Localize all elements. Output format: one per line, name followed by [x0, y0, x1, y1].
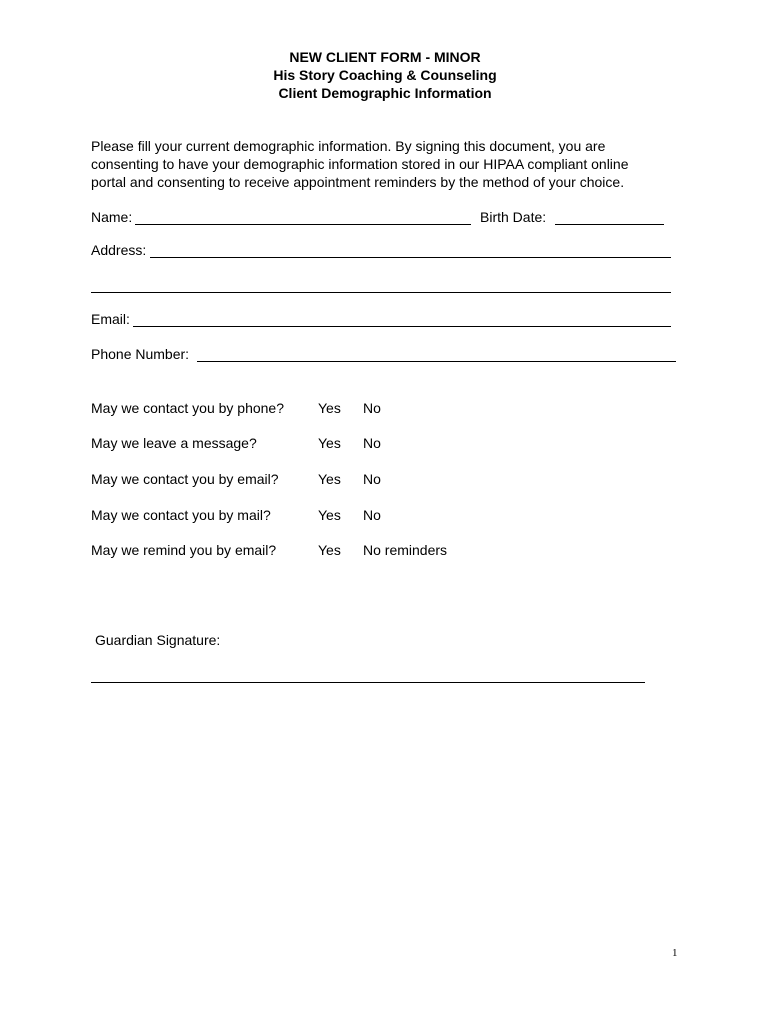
answer-no[interactable]: No	[363, 400, 381, 416]
question-email-reminder: May we remind you by email?	[91, 542, 277, 558]
form-subtitle: Client Demographic Information	[278, 85, 492, 101]
intro-line-2: consenting to have your demographic information stored in our HIPAA compliant online	[91, 156, 629, 172]
guardian-signature-field[interactable]	[91, 682, 645, 683]
name-field[interactable]	[135, 224, 471, 225]
answer-no-reminders[interactable]: No reminders	[363, 542, 448, 558]
answer-yes[interactable]: Yes	[318, 435, 341, 451]
answer-no[interactable]: No	[363, 507, 381, 523]
question-leave-message: May we leave a message?	[91, 435, 257, 451]
address-field-line-1[interactable]	[150, 257, 671, 258]
email-label: Email:	[91, 311, 130, 327]
form-title: NEW CLIENT FORM - MINOR	[289, 49, 481, 65]
phone-field[interactable]	[197, 361, 676, 362]
page-number: 1	[672, 947, 678, 959]
answer-yes[interactable]: Yes	[318, 400, 341, 416]
email-field[interactable]	[133, 326, 671, 327]
phone-label: Phone Number:	[91, 346, 190, 362]
question-mail-contact: May we contact you by mail?	[91, 507, 271, 523]
question-email-contact: May we contact you by email?	[91, 471, 279, 487]
question-phone-contact: May we contact you by phone?	[91, 400, 285, 416]
address-label: Address:	[91, 242, 147, 258]
answer-no[interactable]: No	[363, 471, 381, 487]
intro-line-3: portal and consenting to receive appointment reminders by the method of your choice.	[91, 174, 625, 190]
intro-line-1: Please fill your current demographic information. By signing this document, you are	[91, 138, 606, 154]
guardian-signature-label: Guardian Signature:	[95, 632, 221, 648]
address-field-line-2[interactable]	[91, 292, 671, 293]
practice-name: His Story Coaching & Counseling	[273, 67, 497, 83]
answer-no[interactable]: No	[363, 435, 381, 451]
birth-date-field[interactable]	[555, 224, 664, 225]
name-label: Name:	[91, 209, 133, 225]
answer-yes[interactable]: Yes	[318, 471, 341, 487]
answer-yes[interactable]: Yes	[318, 542, 341, 558]
birth-date-label: Birth Date:	[480, 209, 547, 225]
answer-yes[interactable]: Yes	[318, 507, 341, 523]
